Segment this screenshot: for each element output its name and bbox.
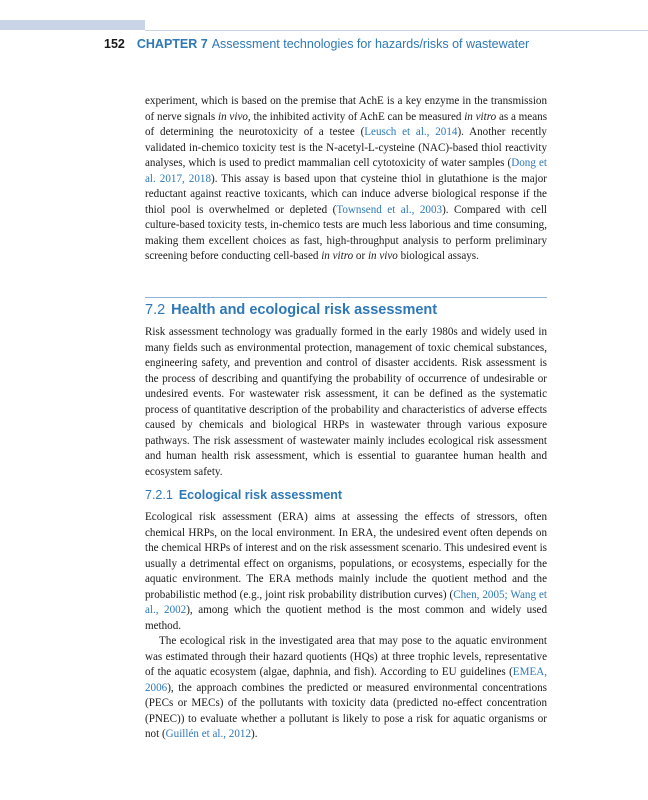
chapter-title: Assessment technologies for hazards/risks of wastewater <box>211 37 530 51</box>
section-title: Health and ecological risk assessment <box>171 302 438 318</box>
citation-link[interactable]: Chen, 2005; Wang et al., 2002 <box>145 588 547 616</box>
era-paragraph-2 <box>145 634 547 743</box>
citation-link[interactable]: EMEA, 2006 <box>145 666 547 694</box>
text-run: ). Compared with cell culture-based toxicity tests, in-chemico tests are much less laborious and time consuming, making them excellent choices as fast, high-throughput analysis to perform preliminary screening before conducting cell-based <box>145 203 547 262</box>
running-head <box>104 36 529 52</box>
italic-term: in vivo <box>218 110 248 123</box>
italic-term: in vivo <box>367 250 398 262</box>
italic-term: in vitro <box>321 250 354 262</box>
text-run: Ecological risk assessment (ERA) aims at assessing the effects of stressors, often chemical HRPs, on the local environment. In ERA, the undesired event often depends on the chemical HRPs of interest and on the risk assessment scenario. This undesired event is usually a detrimental effect on organisms, populations, or ecosystems, especially for the aquatic environment. The ERA methods mainly include the quotient method and the probabilistic method (e.g., joint risk probability distribution curves) ( <box>145 511 547 601</box>
text-run: ). Another recently validated in-chemico toxicity test is the N-acetyl-L-cysteine (NAC)-based thiol reactivity analyses, which is used to predict mammalian cell cytotoxicity of water samples ( <box>145 126 547 169</box>
subsection-title: Ecological risk assessment <box>178 488 343 502</box>
intro-paragraph <box>145 94 547 265</box>
section-7-2-1-body <box>145 510 547 743</box>
citation-link[interactable]: Townsend et al., 2003 <box>336 203 443 216</box>
citation-link[interactable]: Guillén et al., 2012 <box>165 728 251 740</box>
text-run: The ecological risk in the investigated area that may pose to the aquatic environment was estimated through their hazard quotients (HQs) at three trophic levels, representative of the aquatic ecosystem (algae, daphnia, and fish). According to EU guidelines ( <box>145 635 547 678</box>
subsection-number: 7.2.1 <box>145 488 173 502</box>
section-heading-7-2 <box>145 302 437 318</box>
text-run: ), the approach combines the predicted or measured environmental concentrations (PECs or MECs) of the pollutants with toxicity data (predicted no-effect concentration (PNEC)) to evaluate whether a pollutant is likely to pose a risk for aquatic organisms or not ( <box>145 681 547 740</box>
section-7-2-paragraph: Risk assessment technology was gradually formed in the early 1980s and widely used in many fields such as environmental protection, management of toxic chemical substances, engineering safety, and prevention and control of disaster accidents. Risk assessment is the process of describing and quantifying the probability of occurrence of undesirable or undesired events. For wastewater risk assessment, it can be defined as the systematic process of quantitative description of the probability and characteristics of adverse effects caused by chemicals and biological HRPs in wastewater through various exposure pathways. The risk assessment of wastewater mainly includes ecological risk assessment and human health risk assessment, which is essential to guarantee human health and ecosystem safety. <box>145 326 547 478</box>
page-number: 152 <box>104 37 125 51</box>
section-rule <box>145 297 547 298</box>
text-run: , the inhibited activity of AchE can be measured <box>247 110 465 123</box>
text-run: ). This assay is based upon that cysteine thiol in glutathione is the major reductant against reactive toxicants, which can induce adverse biological response if the thiol pool is overwhelmed or depleted ( <box>145 172 547 216</box>
text-run: experiment, which is based on the premise that AchE is a key enzyme in the transmission of nerve signals <box>145 95 547 123</box>
section-number: 7.2 <box>145 302 166 318</box>
text-run: ). <box>251 728 258 740</box>
italic-term: in vitro <box>464 110 497 123</box>
era-paragraph-1 <box>145 510 547 634</box>
text-run: as a means of determining the neurotoxicity of a testee ( <box>145 110 548 138</box>
citation-link[interactable]: Leusch et al., 2014 <box>364 126 458 138</box>
text-run: biological assays. <box>397 250 479 262</box>
intro-paragraph-block <box>145 94 547 265</box>
citation-link[interactable]: Dong et al. 2017, 2018 <box>145 157 547 185</box>
section-7-2-body <box>145 325 547 480</box>
text-run: or <box>353 250 368 262</box>
section-heading-7-2-1 <box>145 488 342 502</box>
text-run: ), among which the quotient method is the most common and widely used method. <box>145 604 547 632</box>
chapter-label: CHAPTER 7 <box>136 37 208 51</box>
header-color-bar <box>0 20 145 30</box>
header-rule <box>145 30 648 31</box>
